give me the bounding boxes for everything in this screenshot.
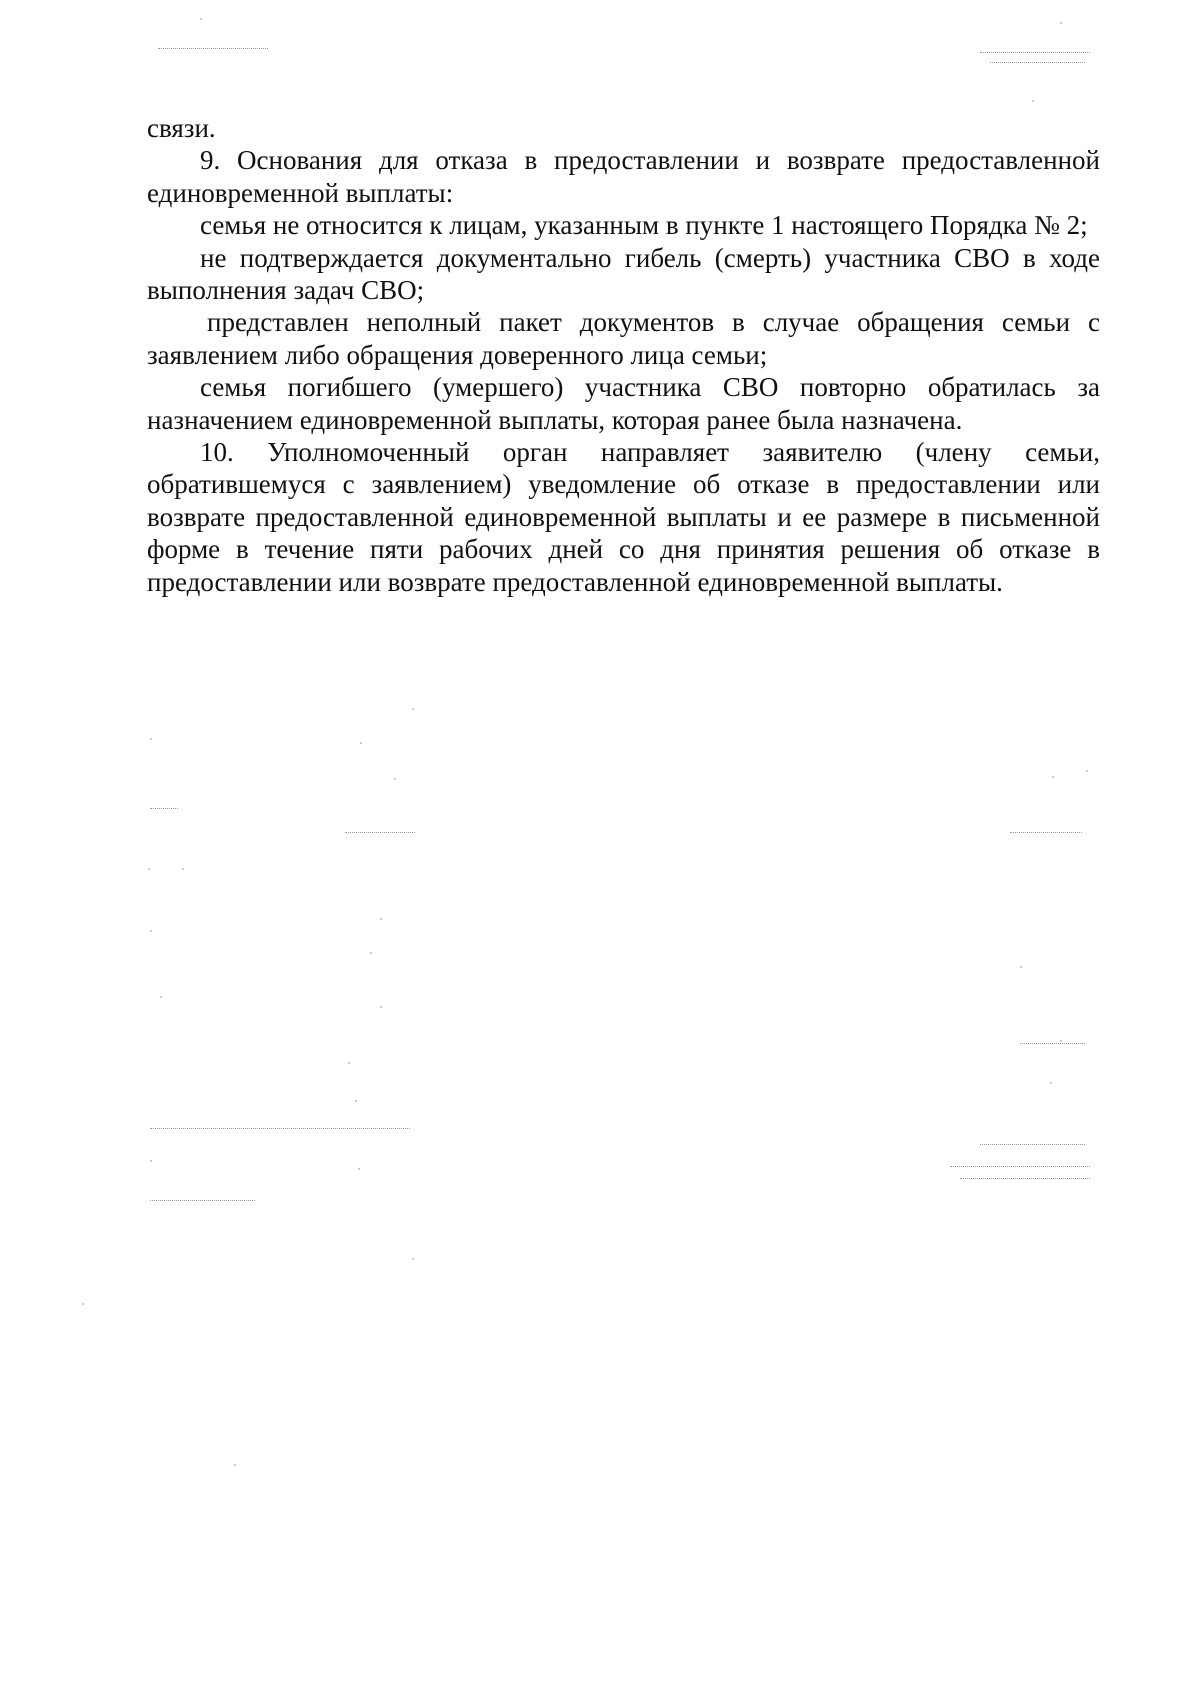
scan-noise [360,742,362,744]
scan-noise [1010,832,1082,834]
scan-noise [412,708,414,710]
scan-noise [150,1200,255,1202]
scan-noise [82,1303,84,1305]
paragraph-item-10: 10. Уполномоченный орган направляет заявителю (члену семьи, обратившемуся с заявлением) уведомление об отказе в предоставлении или возврате предоставленной единовременной выплаты и ее размере в письменной форме в течение пяти рабочих дней со дня принятия решения об отказе в предоставлении или возврате предоставленной единовременной выплаты. [147,437,1100,597]
scan-noise [355,1100,357,1102]
paragraph-reason-3: представлен неполный пакет документов в случае обращения семьи с заявлением либо обращения доверенного лица семьи; [147,307,1100,370]
scan-noise [1060,22,1062,24]
scan-noise [412,1258,414,1260]
paragraph-continuation: связи. [147,113,216,143]
scan-noise [150,808,178,810]
scan-noise [380,1006,382,1008]
scan-noise [1086,770,1088,772]
paragraph-item-9: 9. Основания для отказа в предоставлении и возврате предоставленной единовременной выплаты: [147,145,1100,208]
scan-noise [370,952,372,954]
scan-noise [1052,776,1054,778]
scan-noise [150,1128,410,1130]
scan-noise [234,1464,236,1466]
scan-noise [1032,100,1034,102]
scan-noise [990,62,1085,64]
scan-noise [200,18,202,20]
scan-noise [358,1168,360,1170]
scan-noise [950,1166,1090,1168]
scan-noise [150,738,152,740]
scan-noise [1060,1040,1062,1042]
scan-noise [1020,966,1022,968]
paragraph-reason-2: не подтверждается документально гибель (смерть) участника СВО в ходе выполнения задач СВО; [147,242,1100,306]
document-body [147,112,1100,598]
scan-noise [160,996,162,998]
scan-noise [348,1062,350,1064]
paragraph-reason-4: семья погибшего (умершего) участника СВО повторно обратилась за назначением единовременной выплаты, которая ранее была назначена. [147,372,1100,435]
scan-noise [345,832,415,834]
scan-noise [150,1160,152,1162]
scan-noise [148,868,150,870]
scan-noise [150,930,152,932]
scan-noise [394,778,396,780]
scan-noise [960,1178,1090,1180]
scan-noise [380,918,382,920]
scan-noise [980,1144,1085,1146]
paragraph-reason-1: семья не относится к лицам, указанным в пункте 1 настоящего Порядка № 2; [200,210,1088,241]
scan-noise [980,52,1090,54]
scan-noise [158,48,268,50]
scan-noise [182,868,184,870]
scan-noise [1050,1082,1052,1084]
scan-noise [1020,1043,1085,1045]
